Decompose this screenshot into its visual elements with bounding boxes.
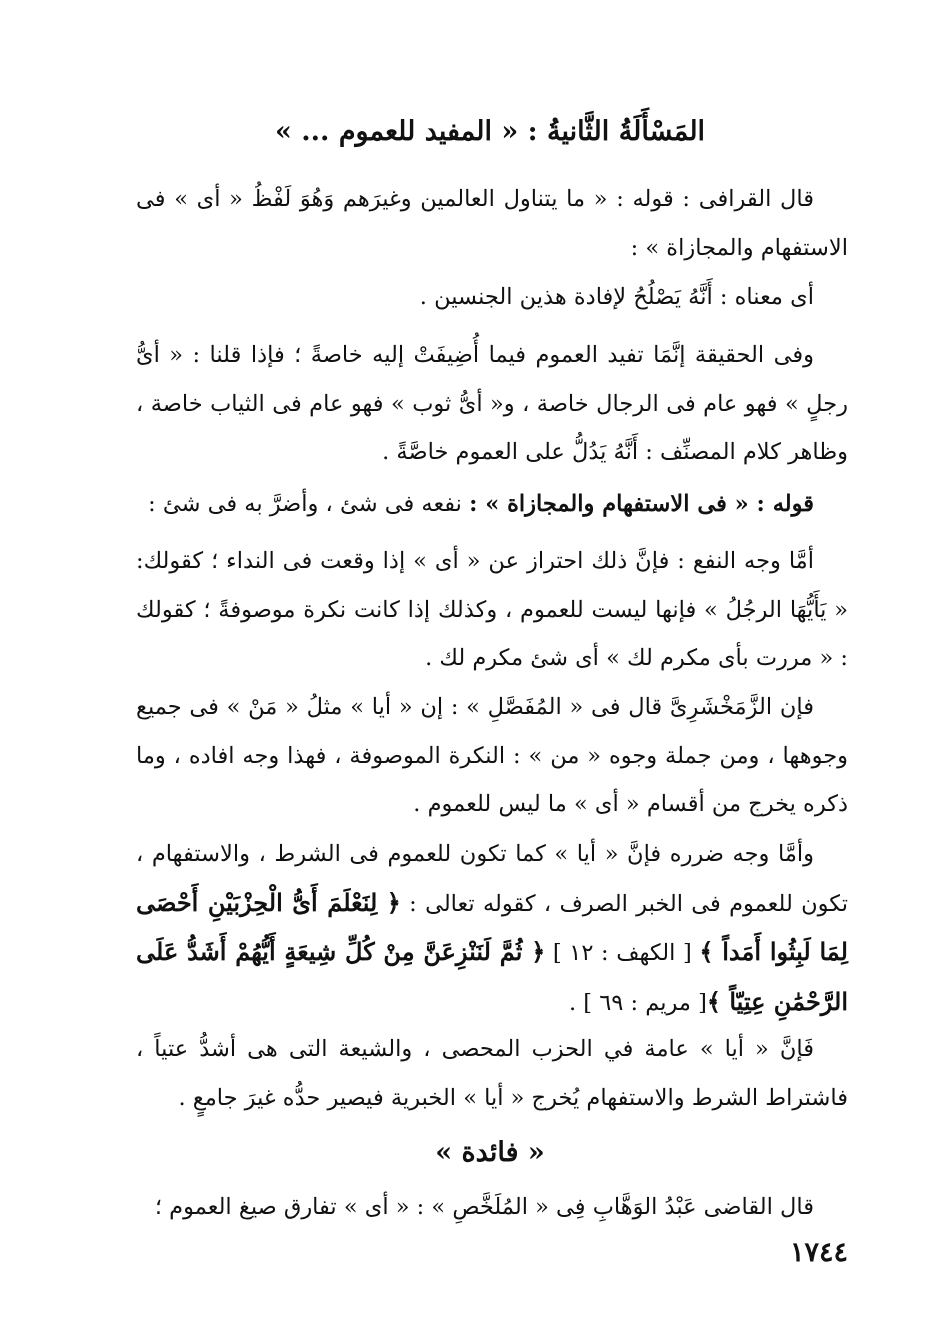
paragraph-7: [136, 830, 848, 1027]
verse-reference-1: [ الكهف : ١٢ ]: [545, 940, 700, 966]
paragraph-4-rest: نفعه فى شئ ، وأضرَّ به فى شئ :: [148, 491, 470, 517]
section-title: المَسْأَلَةُ الثَّانيةُ : « المفيد للعموم ... »: [274, 116, 706, 147]
paragraph-1: قال القرافى : قوله : « ما يتناول العالمين وغيرَهم وَهُوَ لَفْظُ « أى » فى الاستفهام والمجازاة » :: [136, 186, 848, 261]
quran-verse-2: ﴿ ثُمَّ لَنَنْزِعَنَّ مِنْ كُلِّ شِيعَةٍ أَيُّهُمْ أَشَدُّ عَلَى الرَّحْمَٰنِ عِتِيّاً ﴾: [136, 937, 848, 1016]
paragraph-4: [136, 480, 848, 529]
paragraph-2: أى معناه : أَنَّهُ يَصْلُحُ لإفادة هذين الجنسين .: [419, 284, 814, 310]
paragraph-3: وفى الحقيقة إنَّمَا تفيد العموم فيما أُضِيفَتْ إليه خاصةً ؛ فإذا قلنا : « أىُّ رجلٍ » فهو عام فى الرجال خاصة ، و« أىُّ ثوب » فهو عام فى الثياب خاصة ، وظاهر كلام المصنِّف : أَنَّهُ يَدُلُّ على العموم خاصَّةً .: [136, 342, 848, 465]
quran-verse-1: ﴿ لِنَعْلَمَ أَىُّ الْحِزْبَيْنِ أَحْصَى لِمَا لَبِثُوا أَمَداً ﴾: [136, 887, 848, 966]
paragraph-5: أمَّا وجه النفع : فإنَّ ذلك احتراز عن « أى » إذا وقعت فى النداء ؛ كقولك: « يَأَيُّهَا الرجُلُ » فإنها ليست للعموم ، وكذلك إذا كانت نكرة موصوفةً ؛ كقولك : « مررت بأى مكرم لك » أى شئ مكرم لك .: [136, 548, 848, 671]
paragraph-4-lead: قوله : « فى الاستفهام والمجازاة » :: [469, 491, 814, 517]
verse-reference-2: [ مريم : ٦٩ ] .: [568, 989, 707, 1016]
paragraph-8: فَإنَّ « أيا » عامة في الحزب المحصى ، والشيعة التى هى أشدُّ عتياً ، فاشتراط الشرط والاستفهام يُخرج « أيا » الخبرية فيصير حدُّه غيرَ جامعٍ .: [136, 1036, 848, 1111]
paragraph-7-text: وأمَّا وجه ضرره فإنَّ « أيا » كما تكون للعموم فى الشرط ، والاستفهام ، تكون للعموم فى الخبر الصرف ، كقوله تعالى :: [136, 841, 848, 917]
paragraph-6: فإن الزَّمَخْشَرِىَّ قال فى « المُفَصَّلِ » : إن « أيا » مثلُ « مَنْ » فى جميع وجوهها ، ومن جملة وجوه « من » : النكرة الموصوفة ، فهذا وجه افاده ، وما ذكره يخرج من أقسام « أى » ما ليس للعموم .: [136, 694, 848, 817]
faida-heading: « فائدة »: [435, 1137, 545, 1168]
paragraph-9: قال القاضى عَبْدُ الوَهَّابِ فِى « المُلَخَّصِ » : « أى » تفارق صيغ العموم ؛: [154, 1194, 814, 1220]
page-number: ١٧٤٤: [789, 1237, 848, 1268]
